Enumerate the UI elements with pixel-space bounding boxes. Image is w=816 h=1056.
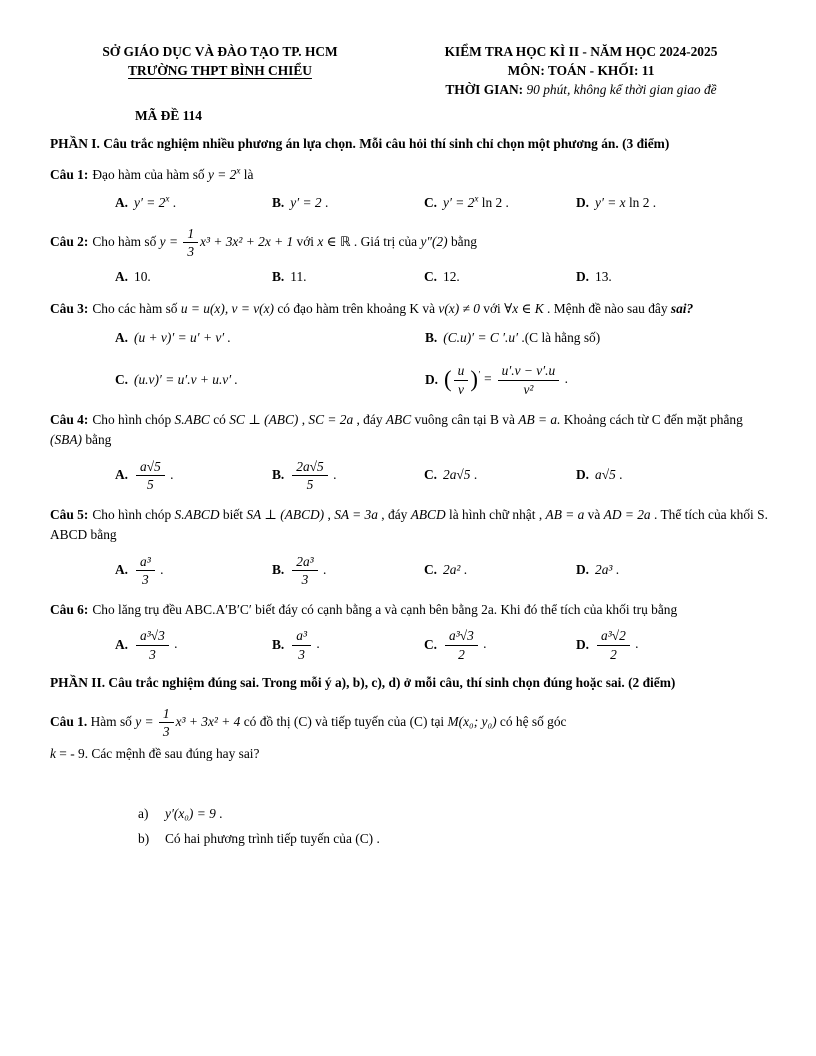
time-label: THỜI GIAN: <box>445 82 524 97</box>
denominator: 3 <box>187 243 195 259</box>
text-run: ABC <box>385 412 412 428</box>
text-run: 2a√5 <box>443 467 471 483</box>
fraction <box>292 459 327 493</box>
text-run: . <box>166 466 174 482</box>
text-run: Đạo hàm của hàm số <box>92 167 208 183</box>
exam-code: MÃ ĐỀ 114 <box>135 108 202 123</box>
option-text <box>444 362 568 398</box>
fraction <box>445 628 478 662</box>
question-4-text <box>50 412 743 447</box>
text-run: y″(2) <box>420 233 448 249</box>
text-run: x³ + 3x² + 4 <box>175 713 241 729</box>
question-2-label: Câu 2: <box>50 233 89 249</box>
time-line <box>390 82 772 98</box>
option-label: B. <box>272 637 285 653</box>
text-run: . <box>215 805 223 821</box>
text-run: ln 2 . <box>478 194 509 210</box>
superscript: x <box>236 165 241 176</box>
denominator: v <box>458 381 464 397</box>
option-label: A. <box>115 330 129 346</box>
item-a <box>138 804 772 824</box>
text-run: là hình chữ nhật , <box>445 507 546 523</box>
text-run: . <box>479 636 487 652</box>
subject-line: MÔN: TOÁN - KHỐI: 11 <box>507 63 655 78</box>
text-run: Cho hình chóp <box>92 507 175 523</box>
question-6-option-a <box>115 627 272 663</box>
question-2-option-a <box>115 267 272 287</box>
text-run: 2a³ <box>595 562 613 578</box>
exam-header <box>50 44 772 98</box>
option-text <box>443 627 486 663</box>
department-name: SỞ GIÁO DỤC VÀ ĐÀO TẠO TP. HCM <box>102 44 338 59</box>
option-label: B. <box>272 467 285 483</box>
text-run: x ∈ ℝ <box>317 233 351 249</box>
fraction <box>136 459 165 493</box>
option-text <box>595 195 656 211</box>
denominator: 3 <box>142 571 149 587</box>
question-1-text <box>92 167 253 182</box>
text-run: ( <box>444 366 452 392</box>
superscript: ′ <box>477 369 480 380</box>
text-run: , <box>324 507 335 523</box>
question-6-option-c <box>424 627 576 663</box>
numerator: a³ <box>136 554 155 571</box>
text-run: . Giá trị của <box>350 233 421 249</box>
text-run: với <box>293 233 318 249</box>
text-run: k <box>50 745 56 761</box>
text-run: SA = 3a <box>334 507 378 523</box>
text-run: có đồ thị (C) và tiếp tuyến của (C) tại <box>240 713 448 729</box>
text-run: Cho lăng trụ đều ABC.A′B′C′ biết đáy có cạnh bằng a và cạnh bên bằng 2a. Khi đó thể tích của khối trụ bằng <box>92 602 678 618</box>
numerator: a³ <box>292 628 311 645</box>
question-3-option-b <box>425 328 772 348</box>
text-run: . <box>329 466 337 482</box>
option-text <box>134 553 163 589</box>
denominator: v² <box>523 381 534 397</box>
question-2-option-c <box>424 267 576 287</box>
text-run: . <box>615 467 623 483</box>
option-label: D. <box>576 562 590 578</box>
part2-heading: PHẦN II. Câu trắc nghiệm đúng sai. Trong mỗi ý a), b), c), d) ở mỗi câu, thí sinh chọn đúng hoặc sai. (2 điểm) <box>50 675 676 691</box>
text-run: bằng <box>81 432 112 448</box>
fraction <box>136 628 169 662</box>
text-run: bằng <box>447 233 477 249</box>
question-3-options <box>115 328 772 398</box>
question-5-option-c <box>424 560 576 580</box>
text-run: AB = a <box>545 507 585 523</box>
text-run: u = u(x), v = v(x) <box>180 301 275 317</box>
text-run: y′ = 2 <box>443 194 475 210</box>
question-5-option-b <box>272 553 424 589</box>
part1-heading: PHẦN I. Câu trắc nghiệm nhiều phương án lựa chọn. Mỗi câu hỏi thí sinh chỉ chọn một phương án. (3 điểm) <box>50 136 670 151</box>
option-text <box>290 627 319 663</box>
text-run: Cho hình chóp <box>92 412 175 428</box>
header-right <box>390 44 772 98</box>
denominator: 3 <box>162 724 170 740</box>
option-text <box>595 562 619 578</box>
part2-question-1-stem <box>50 705 772 741</box>
option-text <box>134 195 176 211</box>
item-b-text <box>165 831 380 846</box>
text-run: , <box>298 412 309 428</box>
part2-question-1-items <box>138 804 772 849</box>
item-b-label: b) <box>138 830 150 846</box>
text-run: 13. <box>595 269 612 285</box>
question-2-stem <box>50 225 772 261</box>
question-3-label: Câu 3: <box>50 301 89 317</box>
text-run: ∀x ∈ K <box>504 301 544 317</box>
text-run: .(C là hằng số) <box>518 330 601 346</box>
text-run: 11. <box>290 269 307 285</box>
item-a-label: a) <box>138 805 149 821</box>
denominator: 2 <box>458 646 465 662</box>
text-run: với <box>479 301 505 317</box>
text-run: . <box>169 194 177 210</box>
option-text <box>134 627 177 663</box>
denominator: 3 <box>149 646 156 662</box>
text-run: ln 2 . <box>625 194 657 210</box>
text-run: . <box>631 636 639 652</box>
text-run: , đáy <box>377 507 411 523</box>
text-run: 12. <box>443 269 460 285</box>
text-run: (SBA) <box>50 432 82 448</box>
numerator: a³√2 <box>597 628 630 645</box>
question-5-label: Câu 5: <box>50 507 89 523</box>
question-4-option-d <box>576 465 772 485</box>
question-1-option-a <box>115 193 272 213</box>
option-text <box>290 553 326 589</box>
option-text <box>595 269 612 285</box>
text-run: . <box>470 467 478 483</box>
question-1 <box>50 165 772 212</box>
numerator: a√5 <box>136 459 165 476</box>
fraction <box>292 628 311 662</box>
part2-question-1-stem-line2 <box>50 744 772 764</box>
question-6 <box>50 600 772 663</box>
text-run: và <box>584 507 604 523</box>
option-label: D. <box>576 637 590 653</box>
option-text <box>443 269 460 285</box>
question-2-options <box>115 267 772 287</box>
text-run: SA ⊥ (ABCD) <box>246 507 325 523</box>
text-run: có hệ số góc <box>496 713 567 729</box>
text-run: 2a² <box>443 562 461 578</box>
question-4 <box>50 410 772 493</box>
fraction <box>597 628 630 662</box>
text-run: y′ = x <box>595 194 626 210</box>
question-2-option-b <box>272 267 424 287</box>
text-run: . <box>313 636 320 652</box>
question-5-options <box>115 553 772 589</box>
text-run: AD = 2a <box>603 507 651 523</box>
text-run: . <box>612 562 620 578</box>
question-5-text <box>50 507 768 542</box>
text-run: M(x₀; y₀) <box>447 713 497 729</box>
denominator: 5 <box>147 476 154 492</box>
text-run: Khoảng cách từ C đến mặt phẳng <box>560 412 743 428</box>
part2-question-1-label: Câu 1. <box>50 713 88 729</box>
text-run: . <box>321 194 329 210</box>
option-label: D. <box>576 467 590 483</box>
fraction <box>136 554 155 588</box>
text-run: v(x) ≠ 0 <box>438 301 480 317</box>
text-run: , đáy <box>353 412 386 428</box>
text-run: vuông cân tại B và <box>411 412 519 428</box>
text-run: . <box>319 561 327 577</box>
text-run: biết <box>219 507 247 523</box>
question-1-option-c <box>424 193 576 213</box>
text-run: (u + v)′ = u′ + v′ . <box>134 330 231 346</box>
option-label: D. <box>576 269 590 285</box>
option-label: B. <box>272 194 285 210</box>
question-3-text <box>92 301 693 316</box>
question-5-option-a <box>115 553 272 589</box>
text-run: . Thể tích của khối S. ABCD bằng <box>50 507 768 543</box>
option-label: A. <box>115 467 129 483</box>
part2-question-1-text <box>87 705 567 740</box>
text-run: là <box>240 167 254 183</box>
option-text <box>290 195 328 211</box>
option-label: C. <box>424 269 438 285</box>
question-1-label: Câu 1: <box>50 167 89 183</box>
text-run: Hàm số <box>87 713 136 729</box>
denominator: 3 <box>298 646 305 662</box>
fraction <box>498 363 560 397</box>
option-label: B. <box>272 562 285 578</box>
numerator: a³√3 <box>136 628 169 645</box>
option-text <box>290 269 306 285</box>
option-label: A. <box>115 562 129 578</box>
question-6-text <box>92 602 677 617</box>
option-label: A. <box>115 269 129 285</box>
question-4-label: Câu 4: <box>50 412 89 428</box>
question-2-option-d <box>576 267 772 287</box>
question-4-option-a <box>115 458 272 494</box>
option-label: A. <box>115 637 129 653</box>
text-run: AB = a. <box>518 412 561 428</box>
option-label: C. <box>424 467 438 483</box>
text-run: có <box>209 412 230 428</box>
question-3-option-c <box>115 370 425 390</box>
option-label: A. <box>115 194 129 210</box>
text-run: S.ABCD <box>174 507 220 523</box>
numerator: 2a√5 <box>292 459 327 476</box>
school-name: TRƯỜNG THPT BÌNH CHIỂU <box>128 63 312 78</box>
text-run: . Mệnh đề nào sau đây <box>543 301 671 317</box>
option-text <box>290 458 336 494</box>
numerator: u <box>454 363 469 380</box>
option-text <box>595 467 622 483</box>
text-run: S.ABC <box>174 412 210 428</box>
question-6-stem <box>50 600 772 620</box>
numerator: 2a³ <box>292 554 317 571</box>
question-3 <box>50 299 772 398</box>
option-label: D. <box>576 194 590 210</box>
header-left <box>50 44 390 98</box>
text-run: SC ⊥ (ABC) <box>229 412 299 428</box>
option-text <box>443 467 477 483</box>
numerator: u′.v − v′.u <box>498 363 560 380</box>
option-text <box>134 458 173 494</box>
text-run: ) <box>470 366 478 392</box>
question-1-options <box>115 193 772 213</box>
text-run: (C.u)′ = C ′.u′ <box>443 330 519 346</box>
fraction <box>454 363 469 397</box>
text-run: x³ + 3x² + 2x + 1 <box>200 233 294 249</box>
text-run: y′(x₀) = 9 <box>165 805 216 821</box>
denominator: 2 <box>610 646 617 662</box>
text-run: . <box>156 561 164 577</box>
time-note: 90 phút, không kể thời gian giao đề <box>523 82 717 97</box>
text-run: . <box>170 636 178 652</box>
exam-title: KIỂM TRA HỌC KÌ II - NĂM HỌC 2024-2025 <box>444 44 718 59</box>
question-5 <box>50 505 772 588</box>
text-run: y = 2 <box>207 167 237 183</box>
option-text <box>134 330 231 346</box>
option-label: C. <box>115 372 129 388</box>
item-a-text <box>165 806 223 821</box>
text-run: Có hai phương trình tiếp tuyến của (C) . <box>165 830 380 846</box>
option-text <box>595 627 638 663</box>
text-run: có đạo hàm trên khoảng K và <box>274 301 439 317</box>
text-run: y = <box>135 713 157 729</box>
item-b <box>138 829 772 849</box>
text-run: Cho hàm số <box>92 233 160 249</box>
option-label: C. <box>424 194 438 210</box>
text-run: Cho các hàm số <box>92 301 181 317</box>
numerator: 1 <box>183 226 198 243</box>
fraction <box>183 226 198 260</box>
question-4-options <box>115 458 772 494</box>
question-3-stem <box>50 299 772 319</box>
text-run: ABCD <box>410 507 446 523</box>
text-run: y = <box>159 233 182 249</box>
superscript: x <box>165 193 170 204</box>
question-6-label: Câu 6: <box>50 602 89 618</box>
fraction <box>159 706 174 740</box>
option-text <box>134 372 238 388</box>
text-run: y′ = 2 <box>134 194 166 210</box>
text-run: sai? <box>670 301 694 317</box>
option-label: D. <box>425 372 439 388</box>
text-run: (u.v)′ = u′.v + u.v′ . <box>134 372 238 388</box>
option-label: B. <box>425 330 438 346</box>
text-run: a√5 <box>595 467 616 483</box>
fraction <box>292 554 317 588</box>
text-run: . <box>561 371 568 387</box>
question-1-stem <box>50 165 772 185</box>
question-6-option-d <box>576 627 772 663</box>
question-3-option-a <box>115 328 425 348</box>
question-3-option-d <box>425 362 772 398</box>
denominator: 3 <box>301 571 309 587</box>
question-5-stem <box>50 505 772 545</box>
option-text <box>443 195 509 211</box>
text-run: . <box>460 562 468 578</box>
numerator: a³√3 <box>445 628 478 645</box>
question-4-stem <box>50 410 772 450</box>
question-2 <box>50 225 772 288</box>
option-label: B. <box>272 269 285 285</box>
option-text <box>443 562 467 578</box>
option-text <box>443 330 600 346</box>
question-2-text <box>92 225 477 259</box>
text-run: = <box>479 371 496 387</box>
question-4-option-b <box>272 458 424 494</box>
text-run: y′ = 2 <box>290 194 322 210</box>
question-1-option-d <box>576 193 772 213</box>
text-run: 10. <box>134 269 151 285</box>
part2-question-1 <box>50 705 772 849</box>
question-1-option-b <box>272 193 424 213</box>
text-run: SC = 2a <box>308 412 354 428</box>
text-run: = - 9. Các mệnh đề sau đúng hay sai? <box>55 745 260 761</box>
option-label: C. <box>424 637 438 653</box>
superscript: x <box>474 193 479 204</box>
question-4-option-c <box>424 465 576 485</box>
option-label: C. <box>424 562 438 578</box>
question-5-option-d <box>576 560 772 580</box>
question-6-option-b <box>272 627 424 663</box>
question-6-options <box>115 627 772 663</box>
numerator: 1 <box>159 706 174 723</box>
option-text <box>134 269 151 285</box>
denominator: 5 <box>306 476 314 492</box>
